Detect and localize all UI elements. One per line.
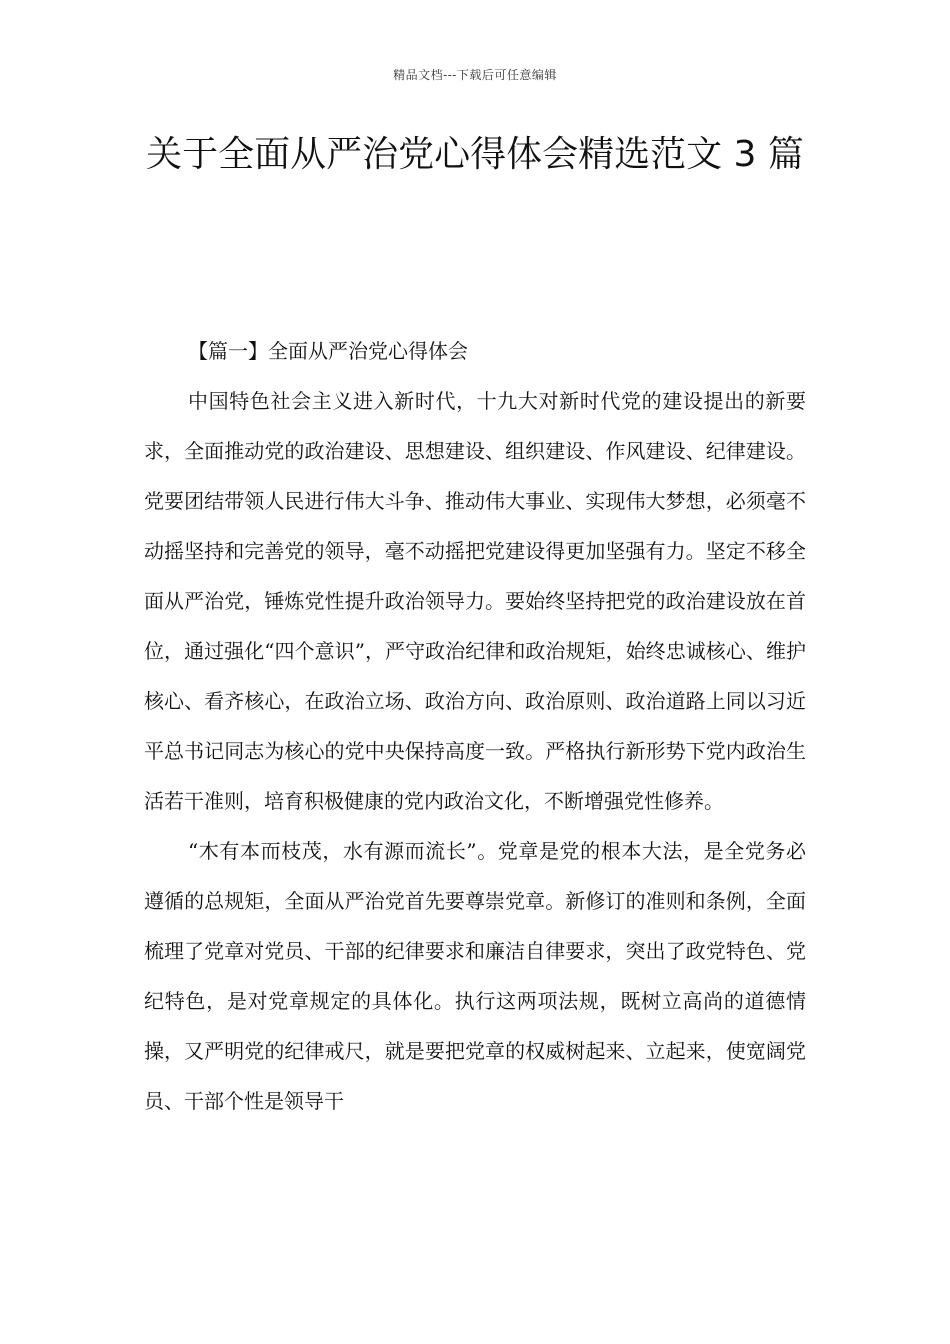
paragraph-1: 中国特色社会主义进入新时代，十九大对新时代党的建设提出的新要求，全面推动党的政治建设、思想建设、组织建设、作风建设、纪律建设。党要团结带领人民进行伟大斗争、推动伟大事业、实现伟大梦想，必须毫不动摇坚持和完善党的领导，毫不动摇把党建设得更加坚强有力。坚定不移全面从严治党，锤炼党性提升政治领导力。要始终坚持把党的政治建设放在首位，通过强化“四个意识”，严守政治纪律和政治规矩，始终忠诚核心、维护核心、看齐核心，在政治立场、政治方向、政治原则、政治道路上同以习近平总书记同志为核心的党中央保持高度一致。严格执行新形势下党内政治生活若干准则，培育积极健康的党内政治文化，不断增强党性修养。 — [144, 389, 806, 813]
paragraph-2: “木有本而枝茂，水有源而流长”。党章是党的根本大法，是全党务必遵循的总规矩，全面从严治党首先要尊崇党章。新修订的准则和条例，全面梳理了党章对党员、干部的纪律要求和廉洁自律要求，突出了政党特色、党纪特色，是对党章规定的具体化。执行这两项法规，既树立高尚的道德情操，又严明党的纪律戒尺，就是要把党章的权威树起来、立起来，使宽阔党员、干部个性是领导干 — [144, 839, 806, 1113]
document-body — [144, 326, 806, 1126]
page-header: 精品文档---下载后可任意编辑 — [393, 68, 557, 82]
section-heading: 【篇一】全面从严治党心得体会 — [188, 339, 468, 363]
document-title: 关于全面从严治党心得体会精选范文 3 篇 — [146, 134, 804, 175]
